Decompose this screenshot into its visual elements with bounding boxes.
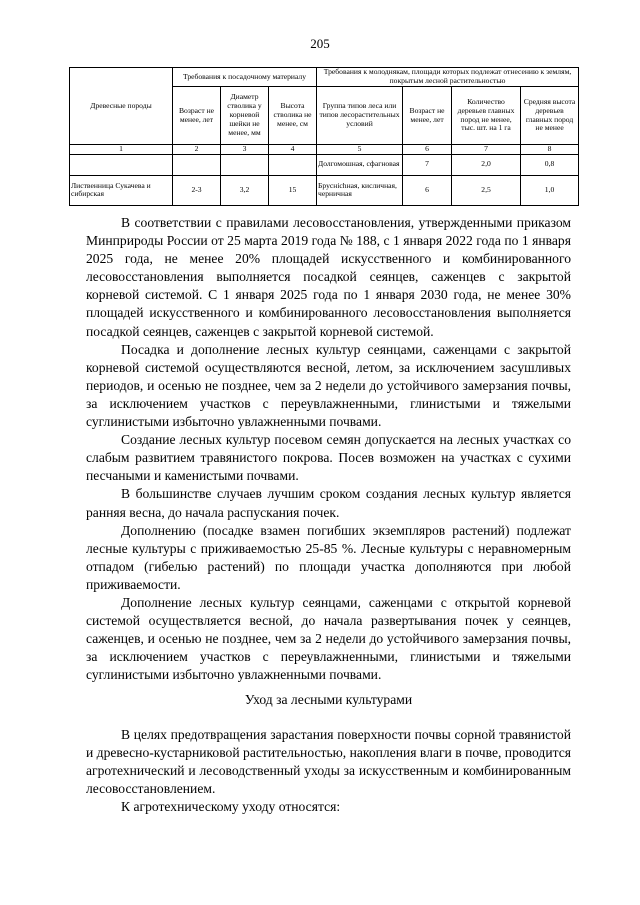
- avg-height-cell: 1,0: [521, 175, 579, 205]
- col-number: 5: [317, 145, 403, 155]
- paragraph: В соответствии с правилами лесовосстановления, утвержденными приказом Минприроды России от 25 марта 2019 года № 188, с 1 января 2022 года по 1 января 2025 года, не менее 20% площадей искусственного и комбинированного лесовосстановления выполняется посадкой сеянцев, саженцев с закрытой корневой системой. С 1 января 2025 года по 1 января 2030 года, не менее 30% площадей искусственного и комбинированного лесовосстановления выполняется посадкой сеянцев, саженцев с закрытой корневой системой.: [86, 215, 571, 339]
- header-group-planting: Требования к посадочному материалу: [173, 68, 317, 87]
- count-cell: 2,0: [452, 154, 521, 175]
- table-row: [70, 175, 579, 205]
- col-number: 4: [269, 145, 317, 155]
- header-age: Возраст не менее, лет: [173, 87, 221, 145]
- young-age-cell: 7: [403, 154, 452, 175]
- avg-height-cell: 0,8: [521, 154, 579, 175]
- planting-age-cell: 2-3: [173, 175, 221, 205]
- count-cell: 2,5: [452, 175, 521, 205]
- header-diameter: Диаметр стволика у корневой шейки не менее, мм: [221, 87, 269, 145]
- header-group-young: Требования к молоднякам, площади которых подлежат отнесению к землям, покрытым лесной растительностью: [317, 68, 579, 87]
- empty-cell: [269, 154, 317, 175]
- header-species: Древесные породы: [70, 68, 173, 145]
- paragraph: Посадка и дополнение лесных культур сеянцами, саженцами с закрытой корневой системой осуществляются весной, летом, за исключением засушливых периодов, и осенью не позднее, чем за 2 недели до устойчивого замерзания почвы, за исключением участков с переувлажненными, глинистыми и тяжелыми суглинистыми избыточно увлажненными почвами.: [86, 341, 571, 430]
- col-number: 8: [521, 145, 579, 155]
- col-number: 2: [173, 145, 221, 155]
- header-young-age: Возраст не менее, лет: [403, 87, 452, 145]
- requirements-table: [69, 67, 579, 206]
- young-age-cell: 6: [403, 175, 452, 205]
- paragraph: Дополнению (посадке взамен погибших экземпляров растений) подлежат лесные культуры с приживаемостью 25-85 %. Лесные культуры с неравномерным отпадом (гибелью растений) по площади участка дополняются при любой приживаемости.: [86, 522, 571, 592]
- paragraph: Создание лесных культур посевом семян допускается на лесных участках со слабым развитием травянистого покрова. Посев возможен на участках с сухими песчаными и каменистыми почвами.: [86, 432, 571, 484]
- section-heading: Уход за лесными культурами: [244, 692, 413, 708]
- planting-diameter-cell: 3,2: [221, 175, 269, 205]
- header-forest-type: Группа типов леса или типов лесорастительных условий: [317, 87, 403, 145]
- body-text: [86, 214, 571, 816]
- header-height: Высота стволика не менее, см: [269, 87, 317, 145]
- page-number: 205: [310, 36, 330, 51]
- forest-type-cell: Долгомошная, сфагновая: [317, 154, 403, 175]
- paragraph: В целях предотвращения зарастания поверхности почвы сорной травянистой и древесно-кустарниковой растительностью, накопления влаги в почве, проводится агротехнический и лесоводственный уходы за искусственным и комбинированным лесовосстановлением.: [86, 726, 571, 796]
- column-number-row: [70, 145, 579, 155]
- paragraph: В большинстве случаев лучшим сроком создания лесных культур является ранняя весна, до начала распускания почек.: [86, 486, 571, 520]
- header-avg-height: Средняя высота деревьев главных пород не менее: [521, 87, 579, 145]
- empty-cell: [173, 154, 221, 175]
- header-count: Количество деревьев главных пород не менее, тыс. шт. на 1 га: [452, 87, 521, 145]
- paragraph: Дополнение лесных культур сеянцами, саженцами с открытой корневой системой осуществляется весной, до начала развертывания почек у сеянцев, саженцев, и осенью не позднее, чем за 2 недели до устойчивого замерзания почвы, за исключением участков с переувлажненными, глинистыми и тяжелыми суглинистыми избыточно увлажненными почвами.: [86, 594, 571, 683]
- col-number: 6: [403, 145, 452, 155]
- forest-type-cell: Бруснichная, кисличная, черничная: [317, 175, 403, 205]
- species-cell: Лиственница Сукачева и сибирская: [70, 175, 173, 205]
- paragraph: К агротехническому уходу относятся:: [121, 798, 341, 814]
- planting-height-cell: 15: [269, 175, 317, 205]
- col-number: 1: [70, 145, 173, 155]
- table-row: [70, 154, 579, 175]
- col-number: 3: [221, 145, 269, 155]
- empty-cell: [221, 154, 269, 175]
- col-number: 7: [452, 145, 521, 155]
- empty-cell: [70, 154, 173, 175]
